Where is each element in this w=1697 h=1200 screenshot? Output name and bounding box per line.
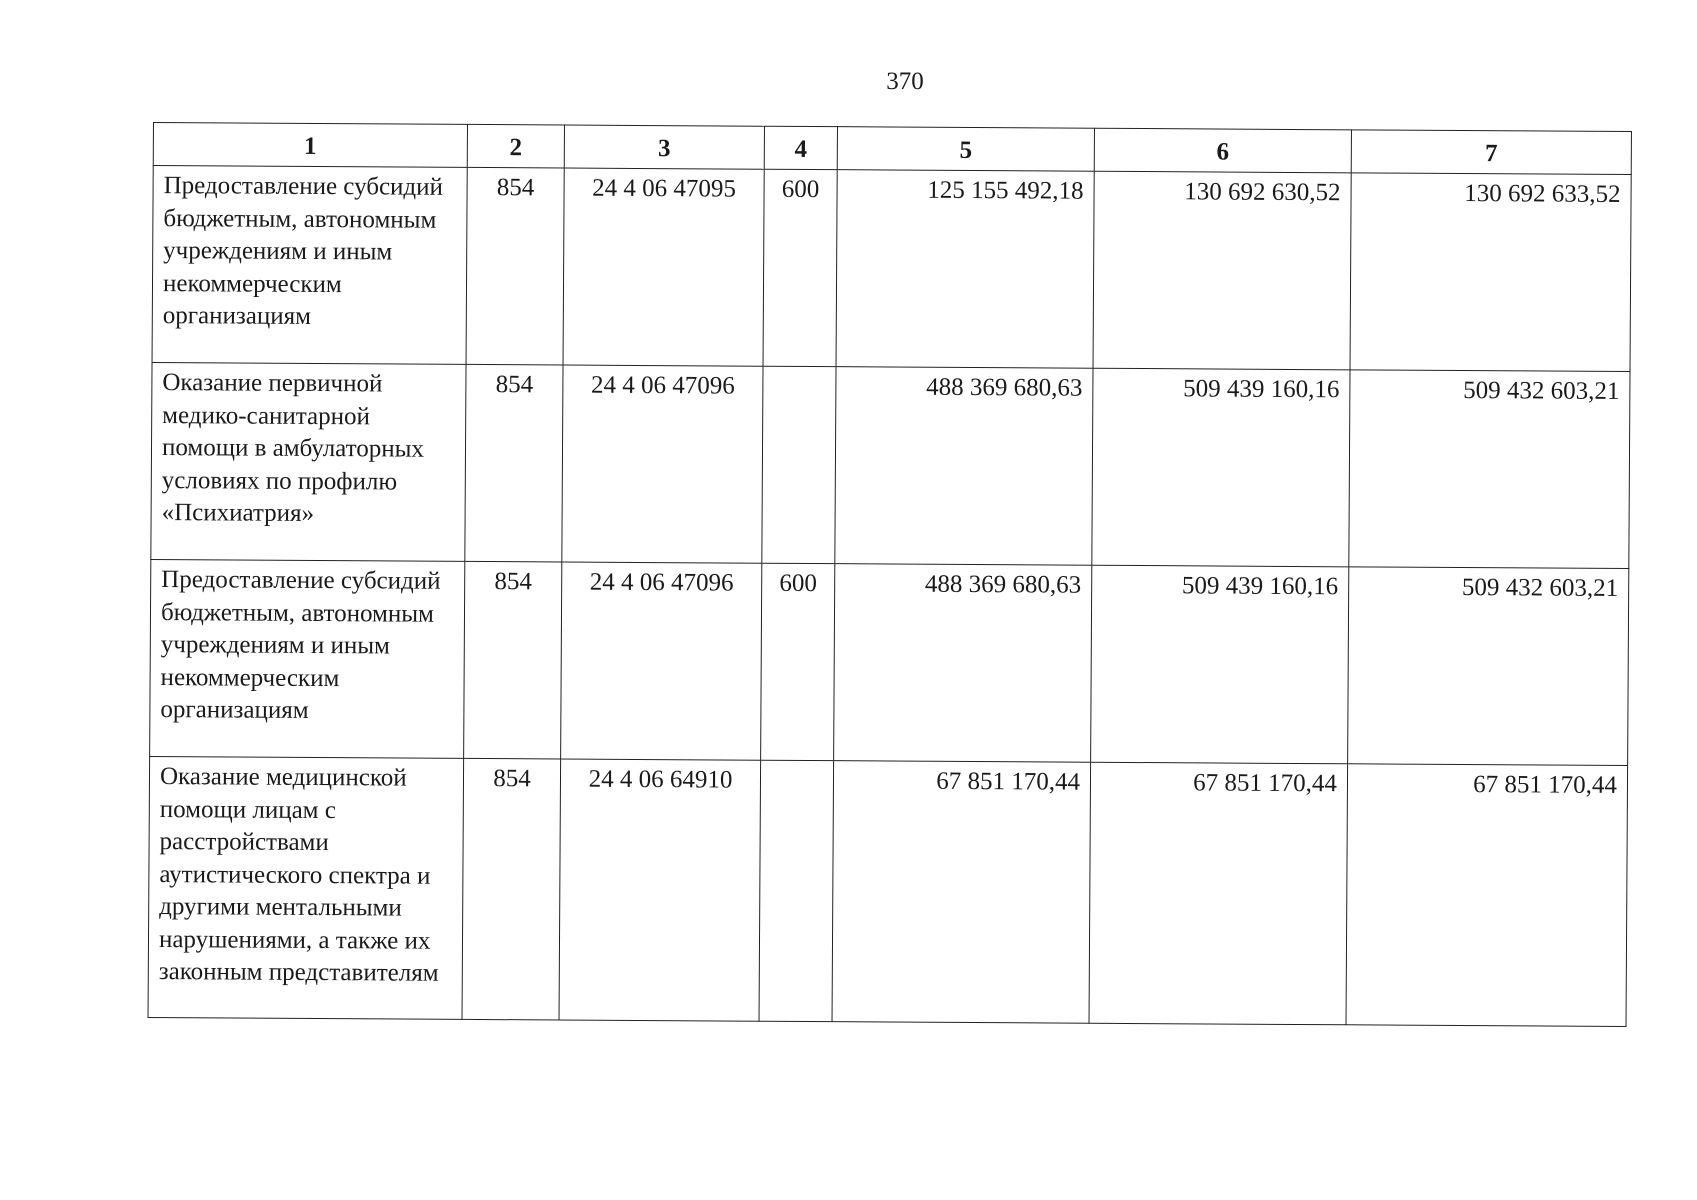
amount-cell: 509 432 603,21: [1348, 567, 1629, 766]
department-code-cell: 854: [465, 364, 563, 562]
column-header: 1: [153, 123, 467, 168]
page-number: 370: [886, 68, 924, 95]
table-row: [152, 166, 1631, 372]
table-row: [151, 362, 1630, 568]
department-code-cell: 854: [462, 758, 561, 1020]
column-header: 7: [1351, 130, 1631, 175]
column-header: 6: [1094, 128, 1351, 173]
amount-cell: 488 369 680,63: [834, 564, 1092, 763]
expense-type-cell: [762, 366, 836, 563]
target-article-cell: 24 4 06 64910: [559, 759, 761, 1021]
amount-cell: 488 369 680,63: [835, 367, 1093, 566]
table-row: [148, 756, 1628, 1026]
target-article-cell: 24 4 06 47095: [563, 168, 764, 366]
amount-cell: 509 439 160,16: [1091, 565, 1349, 764]
column-header: 5: [837, 127, 1094, 172]
column-header: 3: [564, 125, 764, 169]
amount-cell: 67 851 170,44: [1346, 764, 1628, 1027]
target-article-cell: 24 4 06 47096: [561, 562, 762, 760]
department-code-cell: 854: [466, 167, 564, 365]
column-header: 4: [764, 126, 837, 169]
amount-cell: 509 439 160,16: [1092, 368, 1350, 567]
expense-name-cell: Предоставление субсидий бюджетным, автономным учреждениям и иным некоммерческим организациям: [152, 166, 467, 365]
expense-type-cell: 600: [761, 563, 835, 760]
expense-name-cell: Предоставление субсидий бюджетным, автономным учреждениям и иным некоммерческим организациям: [150, 559, 465, 758]
expense-type-cell: 600: [763, 169, 837, 366]
department-code-cell: 854: [464, 561, 562, 759]
expense-type-cell: [759, 760, 834, 1021]
amount-cell: 125 155 492,18: [836, 170, 1094, 369]
amount-cell: 67 851 170,44: [1089, 762, 1348, 1025]
amount-cell: 130 692 630,52: [1093, 171, 1351, 370]
amount-cell: 67 851 170,44: [832, 761, 1091, 1024]
expense-name-cell: Оказание медицинской помощи лицам с расстройствами аутистического спектра и другими ментальными нарушениями, а также их законным представителям: [148, 756, 464, 1019]
expense-name-cell: Оказание первичной медико-санитарной помощи в амбулаторных условиях по профилю «Психиатрия»: [151, 362, 466, 561]
table-row: [150, 559, 1629, 765]
budget-table: [148, 122, 1632, 1027]
amount-cell: 509 432 603,21: [1349, 370, 1630, 569]
amount-cell: 130 692 633,52: [1350, 173, 1631, 372]
target-article-cell: 24 4 06 47096: [562, 365, 763, 563]
column-header: 2: [467, 124, 564, 168]
